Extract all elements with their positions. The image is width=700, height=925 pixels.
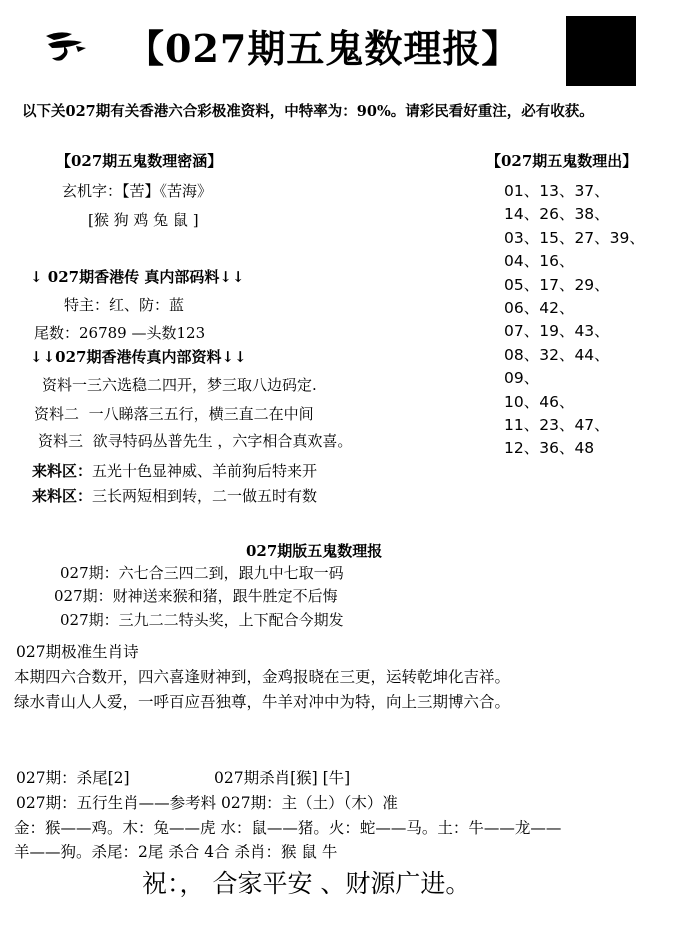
five-elements: 027期：五行生肖——参考料 027期：主（土）（木）准 bbox=[16, 794, 398, 812]
blessing-text: 祝：， 合家平安 、财源广进。 bbox=[142, 869, 471, 898]
kill-tail: 027期：杀尾[2] bbox=[16, 769, 130, 787]
mystery-word: 玄机字：【苦】《苦海》 bbox=[62, 182, 213, 200]
right-heading: 【027期五鬼数理出】 bbox=[486, 152, 638, 170]
number-row: 03、15、27、39、 bbox=[504, 228, 645, 247]
material-1 bbox=[42, 374, 317, 395]
material-label: 资料三 bbox=[38, 432, 84, 450]
source-label: 来料区： bbox=[32, 487, 93, 505]
material-3 bbox=[38, 430, 352, 451]
source-1 bbox=[32, 460, 317, 481]
material-2 bbox=[34, 403, 314, 424]
number-row: 09、 bbox=[504, 369, 540, 388]
poem-line-2: 绿水青山人人爱，一呼百应吾独尊，牛羊对冲中为特，向上三期博六合。 bbox=[14, 693, 511, 711]
material-label: 资料二 bbox=[34, 405, 80, 423]
intro-text: 以下关027期有关香港六合彩极准资料，中特率为：90%。请彩民看好重注，必有收获。 bbox=[22, 103, 594, 120]
number-list bbox=[504, 180, 645, 461]
source-text: 五光十色显神威、羊前狗后特来开 bbox=[92, 462, 318, 480]
zodiac-list: [猴 狗 鸡 兔 鼠 ] bbox=[88, 211, 199, 229]
source-label: 来料区： bbox=[32, 462, 93, 480]
number-row: 08、32、44、 bbox=[504, 345, 610, 364]
section1-heading: ↓ 027期香港传 真内部码料↓↓ bbox=[30, 268, 245, 286]
elements-line-2: 羊——狗。杀尾：2尾 杀合 4合 杀肖：猴 鼠 牛 bbox=[14, 843, 338, 861]
middle-line-2: 027期：财神送来猴和猪，跟牛胜定不后悔 bbox=[54, 587, 338, 605]
tail-numbers: 尾数：26789 —头数123 bbox=[34, 324, 206, 342]
material-text: 三六选稳二四开，梦三取八边码定. bbox=[87, 376, 317, 394]
section2-heading: ↓↓027期香港传真内部资料↓↓ bbox=[30, 348, 247, 366]
poem-heading: 027期极准生肖诗 bbox=[16, 643, 139, 661]
number-row: 14、26、38、 bbox=[504, 205, 610, 224]
number-row: 01、13、37、 bbox=[504, 182, 610, 200]
number-row: 11、23、47、 bbox=[504, 416, 610, 435]
black-block bbox=[566, 16, 636, 86]
poem-line-1: 本期四六合数开，四六喜逢财神到，金鸡报晓在三更，运转乾坤化吉祥。 bbox=[14, 668, 511, 686]
special-main: 特主：红、防：蓝 bbox=[64, 296, 185, 314]
kill-zodiac: 027期杀肖[猴] [牛] bbox=[214, 769, 351, 787]
page-title: 【027期五鬼数理报】 bbox=[126, 26, 521, 71]
middle-line-1: 027期：六七合三四二到，跟九中七取一码 bbox=[60, 564, 344, 582]
number-row: 07、19、43、 bbox=[504, 322, 610, 341]
material-text: 欲寻特码丛普先生 ，六字相合真欢喜。 bbox=[92, 432, 353, 450]
number-row: 06、42、 bbox=[504, 299, 575, 318]
calligraphy-logo-icon bbox=[42, 28, 90, 64]
number-row: 12、36、48 bbox=[504, 439, 595, 458]
number-row: 10、46、 bbox=[504, 392, 575, 411]
material-label: 资料一 bbox=[42, 376, 88, 394]
middle-heading: 027期版五鬼数理报 bbox=[246, 542, 383, 560]
number-row: 04、16、 bbox=[504, 252, 575, 271]
source-text: 三长两短相到转，二一做五时有数 bbox=[92, 487, 318, 505]
left-heading: 【027期五鬼数理密涵】 bbox=[56, 152, 223, 170]
elements-line-1: 金：猴——鸡。木：兔——虎 水：鼠——猪。火：蛇——马。土：牛——龙—— bbox=[14, 819, 562, 837]
number-row: 05、17、29、 bbox=[504, 275, 610, 294]
source-2 bbox=[32, 485, 317, 506]
material-text: 一八睇落三五行，横三直二在中间 bbox=[88, 405, 314, 423]
middle-line-3: 027期：三九二二特头奖，上下配合今期发 bbox=[60, 611, 344, 629]
